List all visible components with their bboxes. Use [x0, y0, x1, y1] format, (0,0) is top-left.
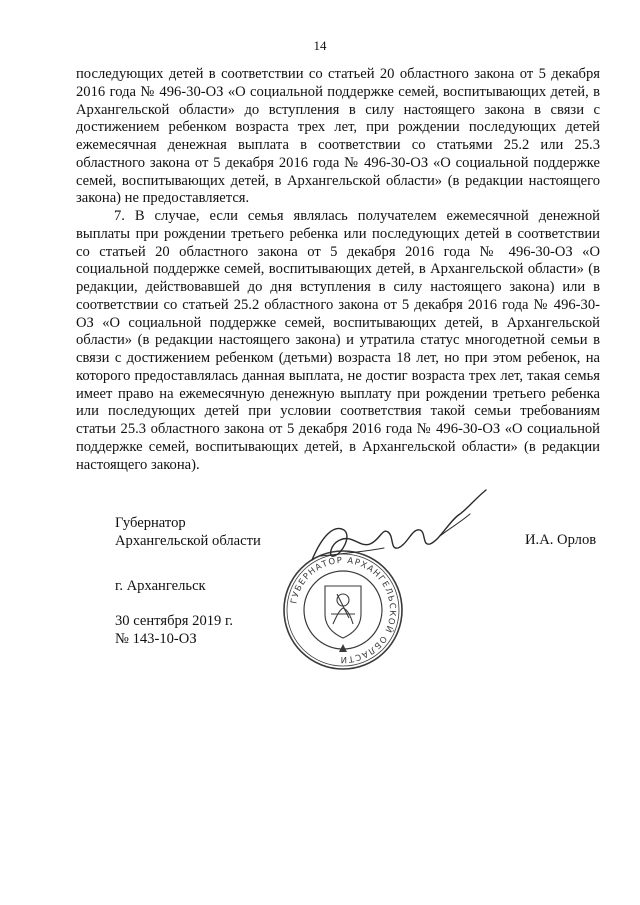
seal-bottom-mark: [339, 644, 347, 652]
paragraph-continuation: последующих детей в соответствии со статьей 20 областного закона от 5 декабря 2016 года № 496-30-ОЗ «О социальной поддержке семей, воспитывающих детей, в Архангельской области» до вступления в силу настоящего закона в связи с достижением ребенком возраста трех лет, при рождении последующих детей ежемесячная денежная выплата в соответствии со статьями 25.2 или 25.3 областного закона от 5 декабря 2016 года № 496-30-ОЗ «О социальной поддержке семей, воспитывающих детей, в Архангельской области» (в редакции настоящего закона) не предоставляется.: [76, 66, 600, 207]
signatory-name: И.А. Орлов: [525, 532, 597, 548]
page-number: 14: [313, 38, 327, 53]
seal-ring-text: ГУБЕРНАТОР АРХАНГЕЛЬСКОЙ ОБЛАСТИ: [289, 555, 398, 665]
signatory-title: [115, 514, 261, 550]
signing-date: 30 сентября 2019 г.: [115, 613, 233, 629]
seal-coat-of-arms: [325, 586, 361, 638]
law-number: № 143-10-ОЗ: [115, 631, 197, 647]
seal-inner-ring: [304, 571, 382, 649]
paragraph-clause-7: 7. В случае, если семья являлась получателем ежемесячной денежной выплаты при рождении третьего ребенка или последующих детей в соответствии со статьей 20 областного закона от 5 декабря 2016 года № 496-30-ОЗ «О социальной поддержке семей, воспитывающих детей, в Архангельской области» (в редакции, действовавшей до дня вступления в силу настоящего закона) или в соответствии со статьей 25.2 областного закона от 5 декабря 2016 года № 496-30-ОЗ «О социальной поддержке семей, воспитывающих детей, в Архангельской области» (в редакции настоящего закона) и утратила статус многодетной семьи в связи с достижением ребенком (детьми) возраста 18 лет, но при этом ребенок, на которого предоставлялась данная выплата, не достиг возраста трех лет, такая семья имеет право на ежемесячную денежную выплату при рождении третьего ребенка или последующих детей при условии соответствия такой семьи требованиям статьи 25.3 областного закона от 5 декабря 2016 года № 496-30-ОЗ «О социальной поддержке семей, воспитывающих детей, в Архангельской области» (в редакции настоящего закона).: [76, 208, 600, 473]
handwritten-signature: [300, 484, 510, 574]
document-body: [76, 66, 600, 474]
place-of-signing: г. Архангельск: [115, 578, 206, 594]
date-block: [115, 612, 233, 648]
signatory-position-line2: Архангельской области: [115, 533, 261, 549]
signatory-position-line1: Губернатор: [115, 515, 186, 531]
